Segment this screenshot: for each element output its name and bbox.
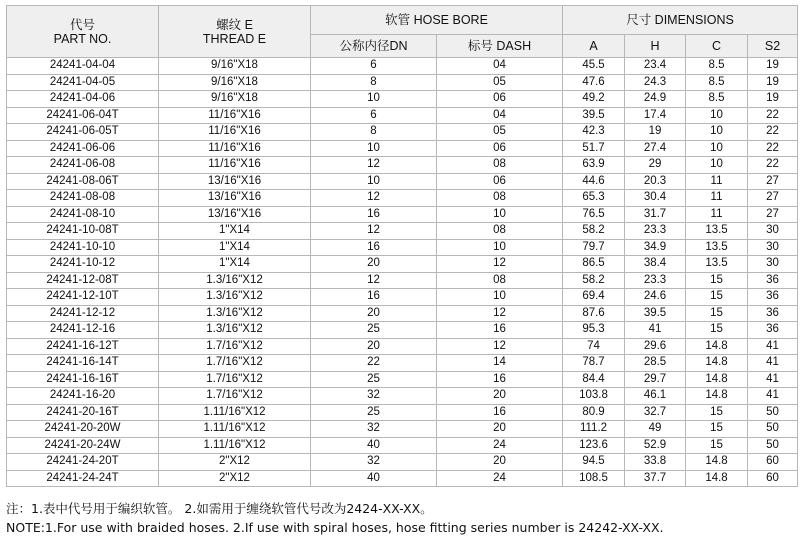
cell-part: 24241-10-12 [7,256,159,273]
cell-a: 123.6 [563,437,625,454]
header-h: H [625,35,686,58]
cell-a: 39.5 [563,107,625,124]
cell-c: 13.5 [686,239,748,256]
cell-a: 111.2 [563,421,625,438]
header-part-no-cn: 代号 [69,17,95,32]
cell-thread: 11/16"X16 [159,124,311,141]
cell-a: 87.6 [563,305,625,322]
cell-h: 30.4 [625,190,686,207]
table-row [7,74,798,91]
cell-part: 24241-04-04 [7,58,159,75]
cell-c: 8.5 [686,58,748,75]
cell-h: 38.4 [625,256,686,273]
cell-a: 80.9 [563,404,625,421]
table-row [7,58,798,75]
cell-dn: 40 [311,437,437,454]
cell-c: 14.8 [686,355,748,372]
cell-part: 24241-08-10 [7,206,159,223]
cell-part: 24241-12-08T [7,272,159,289]
cell-a: 94.5 [563,454,625,471]
table-row [7,272,798,289]
cell-part: 24241-16-14T [7,355,159,372]
cell-dash: 16 [437,322,563,339]
cell-s2: 30 [748,256,798,273]
cell-dash: 04 [437,58,563,75]
table-row [7,157,798,174]
cell-dn: 20 [311,256,437,273]
cell-part: 24241-20-24W [7,437,159,454]
cell-c: 14.8 [686,470,748,487]
cell-c: 10 [686,157,748,174]
cell-s2: 30 [748,239,798,256]
cell-dn: 20 [311,305,437,322]
cell-part: 24241-16-20 [7,388,159,405]
table-row [7,388,798,405]
cell-dn: 32 [311,421,437,438]
cell-h: 41 [625,322,686,339]
cell-thread: 11/16"X16 [159,107,311,124]
cell-a: 42.3 [563,124,625,141]
cell-thread: 1"X14 [159,239,311,256]
cell-thread: 1.3/16"X12 [159,322,311,339]
cell-a: 58.2 [563,223,625,240]
cell-h: 24.9 [625,91,686,108]
cell-dash: 06 [437,91,563,108]
cell-c: 8.5 [686,74,748,91]
cell-h: 29 [625,157,686,174]
cell-s2: 36 [748,272,798,289]
table-row [7,107,798,124]
cell-h: 23.4 [625,58,686,75]
cell-dash: 08 [437,272,563,289]
cell-s2: 19 [748,91,798,108]
table-row [7,355,798,372]
cell-h: 32.7 [625,404,686,421]
cell-s2: 41 [748,338,798,355]
cell-dn: 16 [311,239,437,256]
cell-dn: 10 [311,173,437,190]
cell-dn: 20 [311,338,437,355]
header-a: A [563,35,625,58]
cell-part: 24241-10-08T [7,223,159,240]
cell-dn: 6 [311,58,437,75]
cell-part: 24241-12-16 [7,322,159,339]
table-row [7,421,798,438]
cell-a: 63.9 [563,157,625,174]
cell-dn: 22 [311,355,437,372]
cell-thread: 1.3/16"X12 [159,305,311,322]
table-row [7,289,798,306]
cell-c: 15 [686,404,748,421]
cell-a: 69.4 [563,289,625,306]
cell-h: 29.7 [625,371,686,388]
cell-thread: 1.11/16"X12 [159,404,311,421]
cell-c: 13.5 [686,256,748,273]
header-thread [159,6,311,58]
cell-c: 15 [686,437,748,454]
cell-thread: 11/16"X16 [159,157,311,174]
cell-dash: 20 [437,421,563,438]
cell-a: 44.6 [563,173,625,190]
cell-thread: 13/16"X16 [159,206,311,223]
cell-a: 103.8 [563,388,625,405]
cell-c: 15 [686,421,748,438]
spec-table [6,5,798,487]
table-row [7,404,798,421]
cell-h: 29.6 [625,338,686,355]
cell-thread: 11/16"X16 [159,140,311,157]
cell-h: 24.3 [625,74,686,91]
cell-thread: 1.3/16"X12 [159,272,311,289]
note-english: NOTE:1.For use with braided hoses. 2.If use with spiral hoses, hose fitting series number is 24242-XX-XX. [6,520,664,535]
header-s2: S2 [748,35,798,58]
cell-a: 51.7 [563,140,625,157]
header-part-no-en: PART NO. [53,31,112,46]
cell-c: 15 [686,322,748,339]
cell-a: 47.6 [563,74,625,91]
cell-a: 45.5 [563,58,625,75]
cell-thread: 1.7/16"X12 [159,338,311,355]
header-dimensions: 尺寸 DIMENSIONS [563,6,798,35]
cell-dn: 12 [311,157,437,174]
cell-thread: 1.7/16"X12 [159,371,311,388]
cell-dash: 20 [437,454,563,471]
cell-a: 78.7 [563,355,625,372]
cell-c: 8.5 [686,91,748,108]
cell-h: 19 [625,124,686,141]
table-row [7,223,798,240]
cell-s2: 50 [748,404,798,421]
cell-dn: 6 [311,107,437,124]
cell-dash: 12 [437,256,563,273]
cell-s2: 27 [748,173,798,190]
table-row [7,470,798,487]
cell-s2: 22 [748,157,798,174]
header-thread-en: THREAD E [202,31,267,46]
table-row [7,140,798,157]
cell-dash: 14 [437,355,563,372]
cell-part: 24241-24-20T [7,454,159,471]
table-row [7,322,798,339]
cell-h: 49 [625,421,686,438]
cell-a: 65.3 [563,190,625,207]
header-dash: 标号 DASH [437,35,563,58]
cell-dn: 16 [311,289,437,306]
cell-thread: 1.7/16"X12 [159,355,311,372]
cell-part: 24241-04-05 [7,74,159,91]
cell-dn: 25 [311,404,437,421]
cell-part: 24241-12-10T [7,289,159,306]
table-row [7,256,798,273]
cell-h: 28.5 [625,355,686,372]
cell-dash: 20 [437,388,563,405]
cell-thread: 13/16"X16 [159,190,311,207]
cell-h: 37.7 [625,470,686,487]
cell-h: 52.9 [625,437,686,454]
cell-a: 79.7 [563,239,625,256]
cell-s2: 60 [748,454,798,471]
cell-part: 24241-08-08 [7,190,159,207]
cell-c: 14.8 [686,388,748,405]
cell-s2: 41 [748,388,798,405]
cell-thread: 2"X12 [159,470,311,487]
cell-dash: 12 [437,305,563,322]
cell-s2: 19 [748,74,798,91]
cell-thread: 1"X14 [159,223,311,240]
cell-dn: 10 [311,140,437,157]
cell-part: 24241-06-06 [7,140,159,157]
table-row [7,371,798,388]
cell-s2: 30 [748,223,798,240]
cell-s2: 19 [748,58,798,75]
cell-thread: 9/16"X18 [159,91,311,108]
cell-part: 24241-16-12T [7,338,159,355]
cell-h: 17.4 [625,107,686,124]
cell-a: 49.2 [563,91,625,108]
cell-s2: 50 [748,437,798,454]
cell-h: 20.3 [625,173,686,190]
cell-s2: 27 [748,190,798,207]
cell-dash: 16 [437,404,563,421]
header-thread-cn: 螺纹 E [216,17,253,32]
cell-dash: 24 [437,470,563,487]
cell-s2: 50 [748,421,798,438]
cell-dash: 10 [437,289,563,306]
cell-part: 24241-08-06T [7,173,159,190]
cell-h: 27.4 [625,140,686,157]
cell-h: 23.3 [625,223,686,240]
cell-dn: 10 [311,91,437,108]
cell-dn: 16 [311,206,437,223]
table-row [7,206,798,223]
cell-thread: 1.11/16"X12 [159,421,311,438]
cell-s2: 22 [748,124,798,141]
cell-c: 10 [686,107,748,124]
cell-c: 15 [686,305,748,322]
cell-dash: 04 [437,107,563,124]
cell-s2: 60 [748,470,798,487]
cell-dn: 25 [311,371,437,388]
cell-dash: 05 [437,124,563,141]
cell-h: 23.3 [625,272,686,289]
table-row [7,173,798,190]
table-row [7,454,798,471]
cell-part: 24241-06-08 [7,157,159,174]
cell-a: 108.5 [563,470,625,487]
cell-a: 74 [563,338,625,355]
cell-c: 14.8 [686,454,748,471]
cell-part: 24241-06-05T [7,124,159,141]
cell-dash: 08 [437,157,563,174]
table-row [7,239,798,256]
cell-dn: 40 [311,470,437,487]
cell-dash: 06 [437,140,563,157]
cell-h: 46.1 [625,388,686,405]
table-row [7,124,798,141]
cell-c: 14.8 [686,371,748,388]
cell-thread: 9/16"X18 [159,74,311,91]
cell-part: 24241-12-12 [7,305,159,322]
cell-part: 24241-10-10 [7,239,159,256]
spec-table-body [7,58,798,487]
cell-s2: 36 [748,289,798,306]
header-hose-bore: 软管 HOSE BORE [311,6,563,35]
table-row [7,437,798,454]
cell-c: 11 [686,190,748,207]
header-part-no [7,6,159,58]
cell-h: 31.7 [625,206,686,223]
cell-c: 11 [686,173,748,190]
cell-dash: 08 [437,223,563,240]
cell-thread: 1"X14 [159,256,311,273]
cell-dash: 08 [437,190,563,207]
table-row [7,91,798,108]
cell-s2: 41 [748,355,798,372]
cell-a: 58.2 [563,272,625,289]
cell-dash: 10 [437,239,563,256]
cell-dash: 06 [437,173,563,190]
cell-h: 24.6 [625,289,686,306]
header-dn: 公称内径DN [311,35,437,58]
cell-dn: 8 [311,124,437,141]
cell-dn: 12 [311,190,437,207]
cell-part: 24241-04-06 [7,91,159,108]
cell-part: 24241-20-20W [7,421,159,438]
cell-dash: 12 [437,338,563,355]
cell-a: 95.3 [563,322,625,339]
cell-s2: 27 [748,206,798,223]
cell-dn: 12 [311,223,437,240]
cell-dn: 32 [311,454,437,471]
cell-c: 15 [686,289,748,306]
cell-dash: 16 [437,371,563,388]
cell-dash: 05 [437,74,563,91]
cell-c: 14.8 [686,338,748,355]
cell-a: 76.5 [563,206,625,223]
cell-thread: 1.7/16"X12 [159,388,311,405]
cell-thread: 1.11/16"X12 [159,437,311,454]
cell-s2: 36 [748,322,798,339]
cell-dash: 10 [437,206,563,223]
cell-dn: 8 [311,74,437,91]
cell-s2: 41 [748,371,798,388]
cell-c: 11 [686,206,748,223]
cell-thread: 13/16"X16 [159,173,311,190]
cell-thread: 2"X12 [159,454,311,471]
cell-thread: 9/16"X18 [159,58,311,75]
cell-s2: 36 [748,305,798,322]
table-row [7,190,798,207]
cell-h: 33.8 [625,454,686,471]
cell-c: 15 [686,272,748,289]
cell-c: 10 [686,140,748,157]
cell-h: 34.9 [625,239,686,256]
cell-dn: 12 [311,272,437,289]
cell-s2: 22 [748,107,798,124]
cell-dn: 32 [311,388,437,405]
cell-part: 24241-24-24T [7,470,159,487]
note-chinese: 注：1.表中代号用于编织软管。 2.如需用于缠绕软管代号改为2424-XX-XX。 [6,501,433,516]
cell-part: 24241-16-16T [7,371,159,388]
cell-c: 10 [686,124,748,141]
cell-c: 13.5 [686,223,748,240]
cell-thread: 1.3/16"X12 [159,289,311,306]
table-row [7,305,798,322]
cell-a: 86.5 [563,256,625,273]
table-row [7,338,798,355]
header-c: C [686,35,748,58]
cell-part: 24241-06-04T [7,107,159,124]
cell-dash: 24 [437,437,563,454]
cell-a: 84.4 [563,371,625,388]
cell-part: 24241-20-16T [7,404,159,421]
cell-s2: 22 [748,140,798,157]
cell-h: 39.5 [625,305,686,322]
cell-dn: 25 [311,322,437,339]
